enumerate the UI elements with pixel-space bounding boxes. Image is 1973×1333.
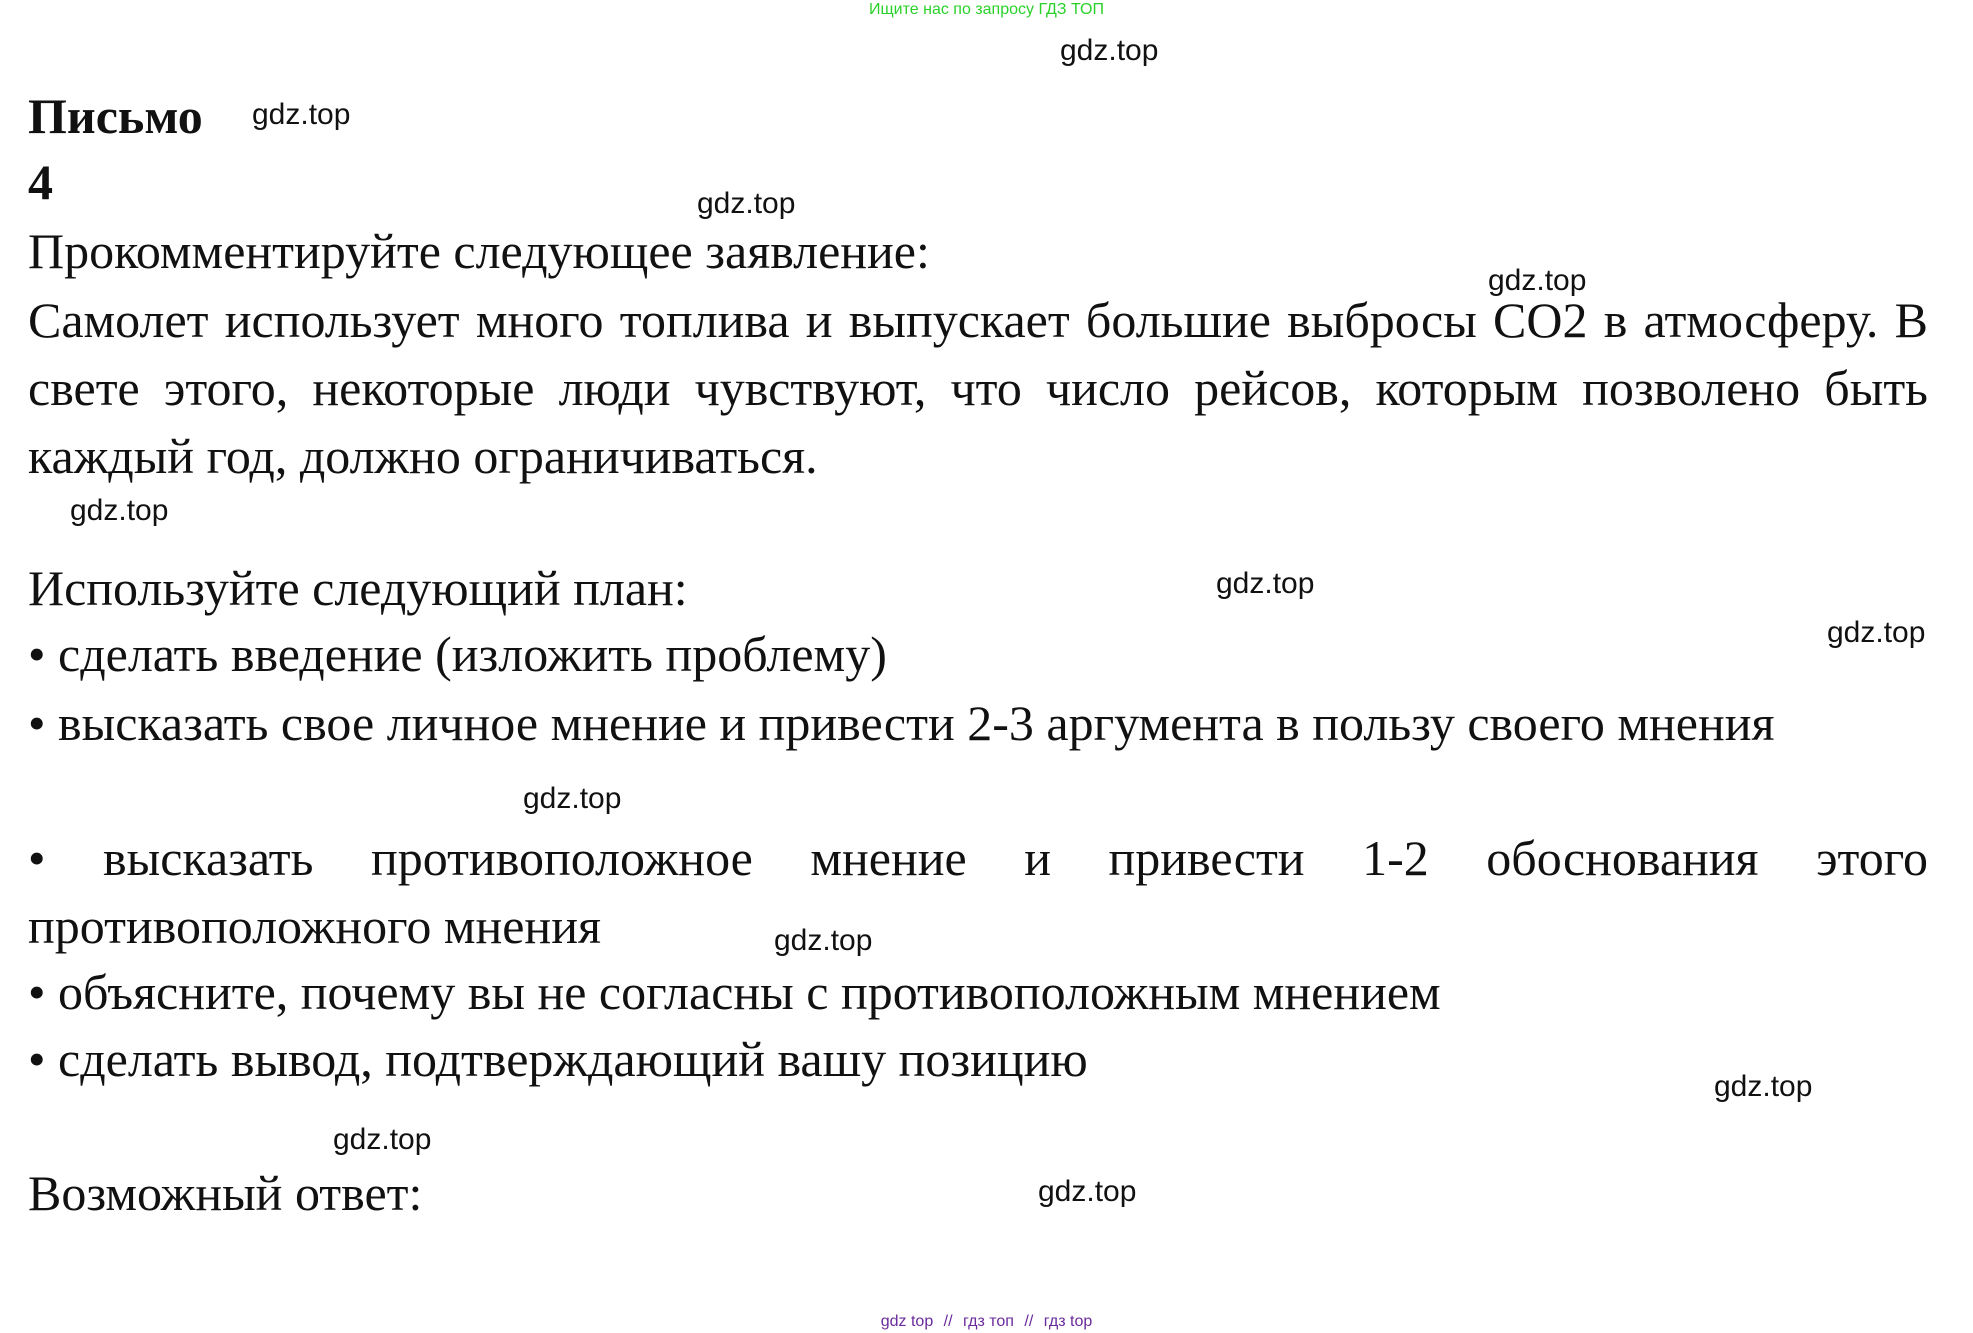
watermark: gdz.top <box>70 494 169 527</box>
plan-item-3: • высказать противоположное мнение и привести 1-2 обоснования этого противоположного мнения <box>28 830 1928 954</box>
watermark: gdz.top <box>697 187 796 220</box>
plan-intro: Используйте следующий план: <box>28 560 688 616</box>
statement-paragraph: Самолет использует много топлива и выпускает большие выбросы CO2 в атмосферу. В свете этого, некоторые люди чувствуют, что число рейсов, которым позволено быть каждый год, должно ограничиваться. <box>28 292 1928 484</box>
watermark: gdz.top <box>252 98 351 131</box>
watermark: gdz.top <box>1060 34 1159 67</box>
plan-item-4: • объясните, почему вы не согласны с противоположным мнением <box>28 964 1441 1020</box>
watermark: gdz.top <box>774 924 873 957</box>
footer-separator: // <box>1024 1313 1034 1330</box>
watermark: gdz.top <box>333 1123 432 1156</box>
letter-number: 4 <box>28 154 53 210</box>
footer-link-3[interactable]: гдз top <box>1043 1313 1093 1330</box>
plan-item-5: • сделать вывод, подтверждающий вашу позицию <box>28 1031 1088 1087</box>
watermark: gdz.top <box>1488 264 1587 297</box>
plan-item-2: • высказать свое личное мнение и привести 2-3 аргумента в пользу своего мнения <box>28 695 1775 751</box>
watermark: gdz.top <box>1216 567 1315 600</box>
footer-links <box>0 1313 1973 1331</box>
footer-link-2[interactable]: гдз топ <box>963 1313 1014 1330</box>
footer-separator: // <box>943 1313 953 1330</box>
top-banner[interactable]: Ищите нас по запросу ГДЗ ТОП <box>869 1 1104 18</box>
watermark: gdz.top <box>1827 616 1926 649</box>
answer-label: Возможный ответ: <box>28 1165 423 1221</box>
letter-title: Письмо <box>28 88 203 144</box>
watermark: gdz.top <box>523 782 622 815</box>
watermark: gdz.top <box>1714 1070 1813 1103</box>
prompt-intro: Прокомментируйте следующее заявление: <box>28 223 930 279</box>
plan-item-1: • сделать введение (изложить проблему) <box>28 626 887 682</box>
footer-link-1[interactable]: gdz top <box>880 1313 934 1330</box>
watermark: gdz.top <box>1038 1175 1137 1208</box>
